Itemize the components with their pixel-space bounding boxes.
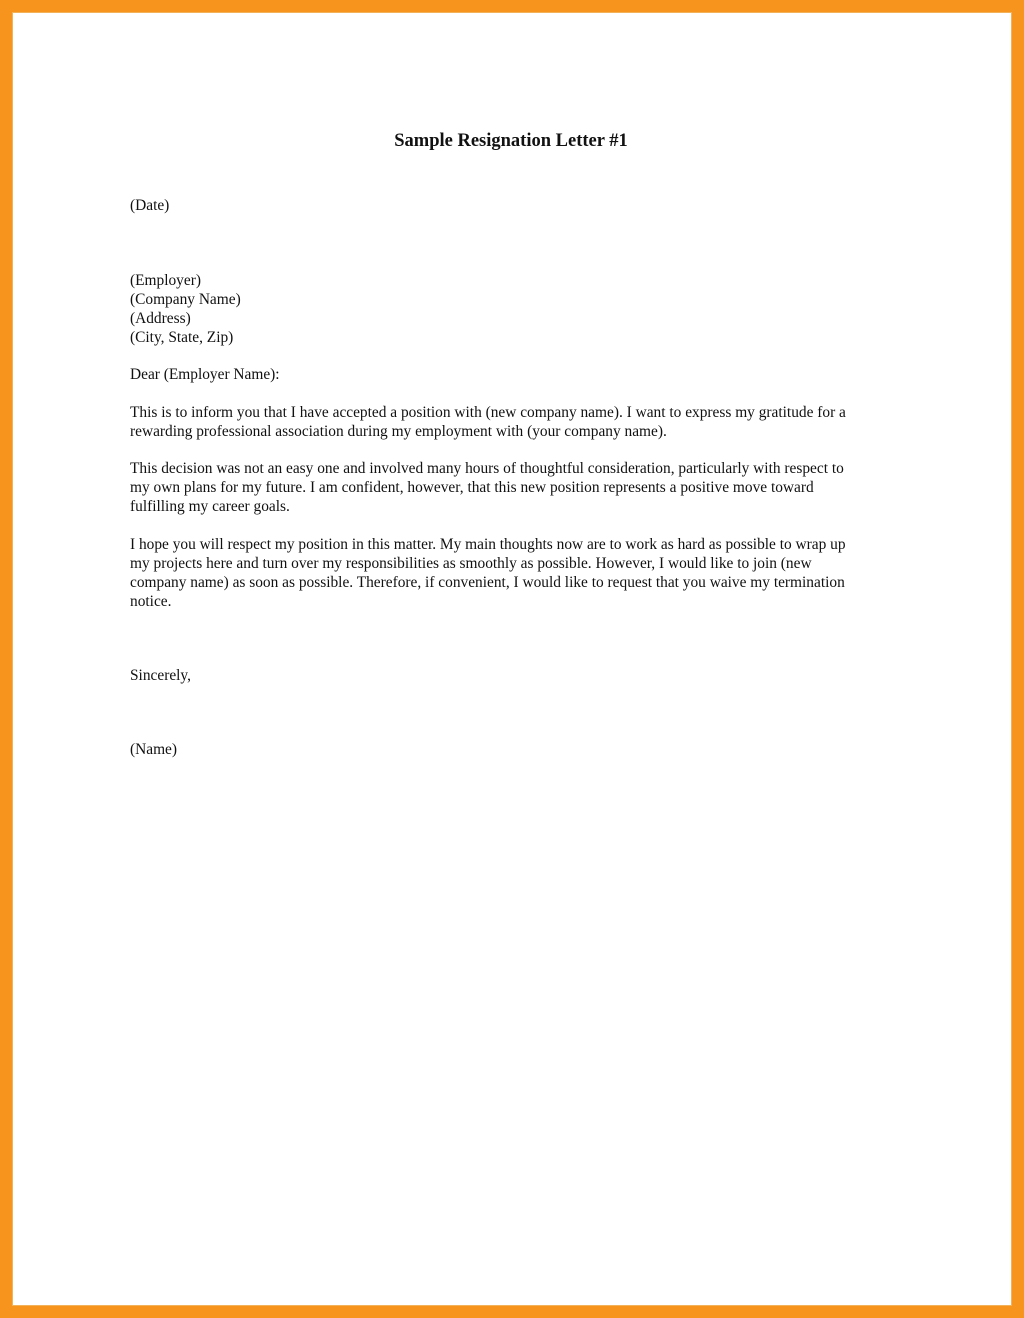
paragraph-line: my projects here and turn over my responsibilities as smoothly as possible. However, I would like to join (new bbox=[130, 554, 812, 572]
letter-title: Sample Resignation Letter #1 bbox=[394, 131, 628, 151]
salutation: Dear (Employer Name): bbox=[130, 366, 280, 383]
recipient-address: (Address) bbox=[130, 310, 191, 327]
paragraph-3 bbox=[130, 536, 900, 612]
letter-page bbox=[12, 12, 1012, 1306]
signature-placeholder: (Name) bbox=[130, 741, 177, 758]
paragraph-1 bbox=[130, 404, 900, 442]
recipient-city-state-zip: (City, State, Zip) bbox=[130, 329, 234, 346]
paragraph-line: I hope you will respect my position in this matter. My main thoughts now are to work as hard as possible to wrap up bbox=[130, 536, 846, 553]
paragraph-line: This is to inform you that I have accepted a position with (new company name). I want to express my gratitude for a bbox=[130, 404, 846, 421]
paragraph-line: notice. bbox=[130, 592, 172, 610]
paragraph-line: fulfilling my career goals. bbox=[130, 497, 290, 515]
recipient-employer: (Employer) bbox=[130, 272, 201, 289]
closing: Sincerely, bbox=[130, 667, 191, 684]
paragraph-line: rewarding professional association during my employment with (your company name). bbox=[130, 422, 667, 440]
recipient-company-name: (Company Name) bbox=[130, 291, 241, 308]
paragraph-line: This decision was not an easy one and involved many hours of thoughtful consideration, particularly with respect to bbox=[130, 460, 844, 477]
date-placeholder: (Date) bbox=[130, 197, 170, 214]
paragraph-line: company name) as soon as possible. Therefore, if convenient, I would like to request that you waive my termination bbox=[130, 573, 845, 591]
paragraph-line: my own plans for my future. I am confident, however, that this new position represents a positive move toward bbox=[130, 478, 814, 496]
paragraph-2 bbox=[130, 460, 900, 517]
